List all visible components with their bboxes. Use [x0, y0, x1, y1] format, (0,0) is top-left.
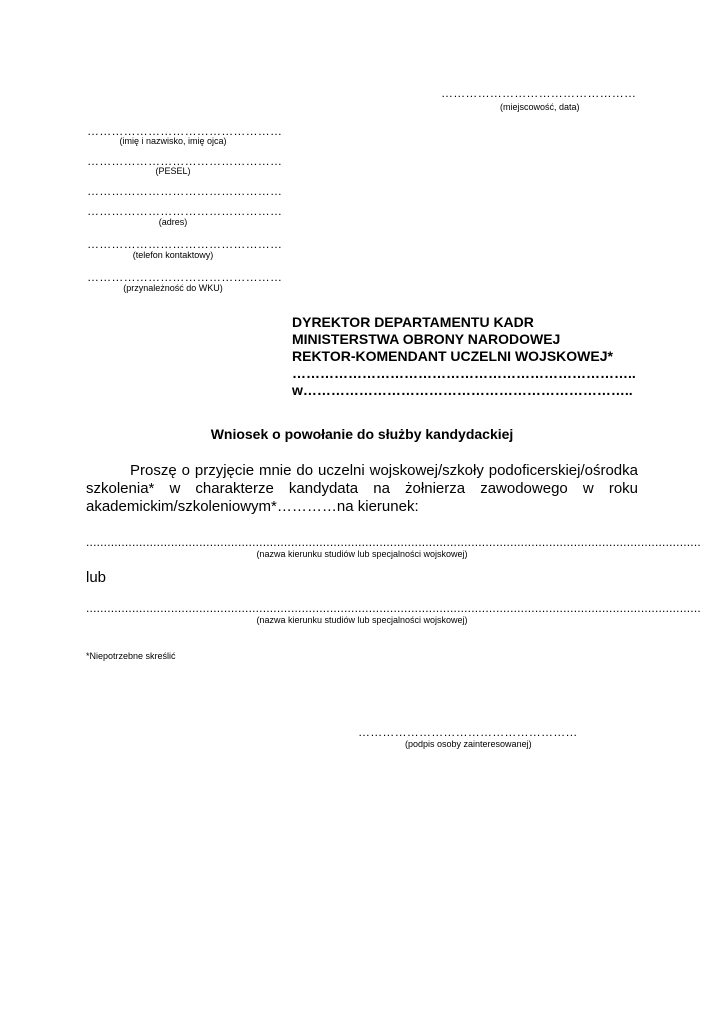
pesel-caption: (PESEL)	[155, 166, 191, 176]
place-date-caption: (miejscowość, data)	[500, 102, 580, 112]
field-1-line: ..............................................................................................................................................................................	[86, 535, 701, 549]
addressee-line-4: ………………………………………………………………..	[292, 365, 636, 381]
name-caption: (imię i nazwisko, imię ojca)	[119, 136, 227, 146]
addressee-line-1: DYREKTOR DEPARTAMENTU KADR	[292, 314, 534, 330]
footnote: *Niepotrzebne skreślić	[86, 651, 176, 661]
field-2-caption: (nazwa kierunku studiów lub specjalności wojskowej)	[256, 615, 468, 625]
phone-caption: (telefon kontaktowy)	[132, 250, 214, 260]
addressee-line-5: w……………………………………………………………..	[292, 382, 633, 398]
addressee-line-3: REKTOR-KOMENDANT UCZELNI WOJSKOWEJ*	[292, 348, 613, 364]
signature-caption: (podpis osoby zainteresowanej)	[405, 739, 532, 749]
place-date-line: …………………………………………	[441, 86, 637, 100]
wku-caption: (przynależność do WKU)	[123, 283, 223, 293]
document-title: Wniosek o powołanie do służby kandydackiej	[210, 426, 514, 442]
body-line-2: szkolenia* w charakterze kandydata na żołnierza zawodowego w roku	[86, 480, 638, 497]
pesel-line: …………………………………………	[87, 154, 283, 168]
address-line-1: …………………………………………	[87, 184, 283, 198]
or-text: lub	[86, 569, 107, 586]
body-line-3: akademickim/szkoleniowym*…………na kierunek:	[86, 498, 419, 515]
address-caption: (adres)	[158, 217, 188, 227]
field-2-line: ..............................................................................................................................................................................	[86, 601, 701, 615]
addressee-line-2: MINISTERSTWA OBRONY NARODOWEJ	[292, 331, 561, 347]
wku-line: …………………………………………	[87, 270, 283, 284]
name-line: …………………………………………	[87, 124, 283, 138]
signature-line: ………………………………………………	[358, 725, 578, 739]
phone-line: …………………………………………	[87, 237, 283, 251]
address-line-2: …………………………………………	[87, 204, 283, 218]
addressee-block	[292, 314, 636, 399]
field-1-caption: (nazwa kierunku studiów lub specjalności wojskowej)	[256, 549, 468, 559]
body-line-1: Proszę o przyjęcie mnie do uczelni wojskowej/szkoły podoficerskiej/ośrodka	[130, 462, 638, 479]
